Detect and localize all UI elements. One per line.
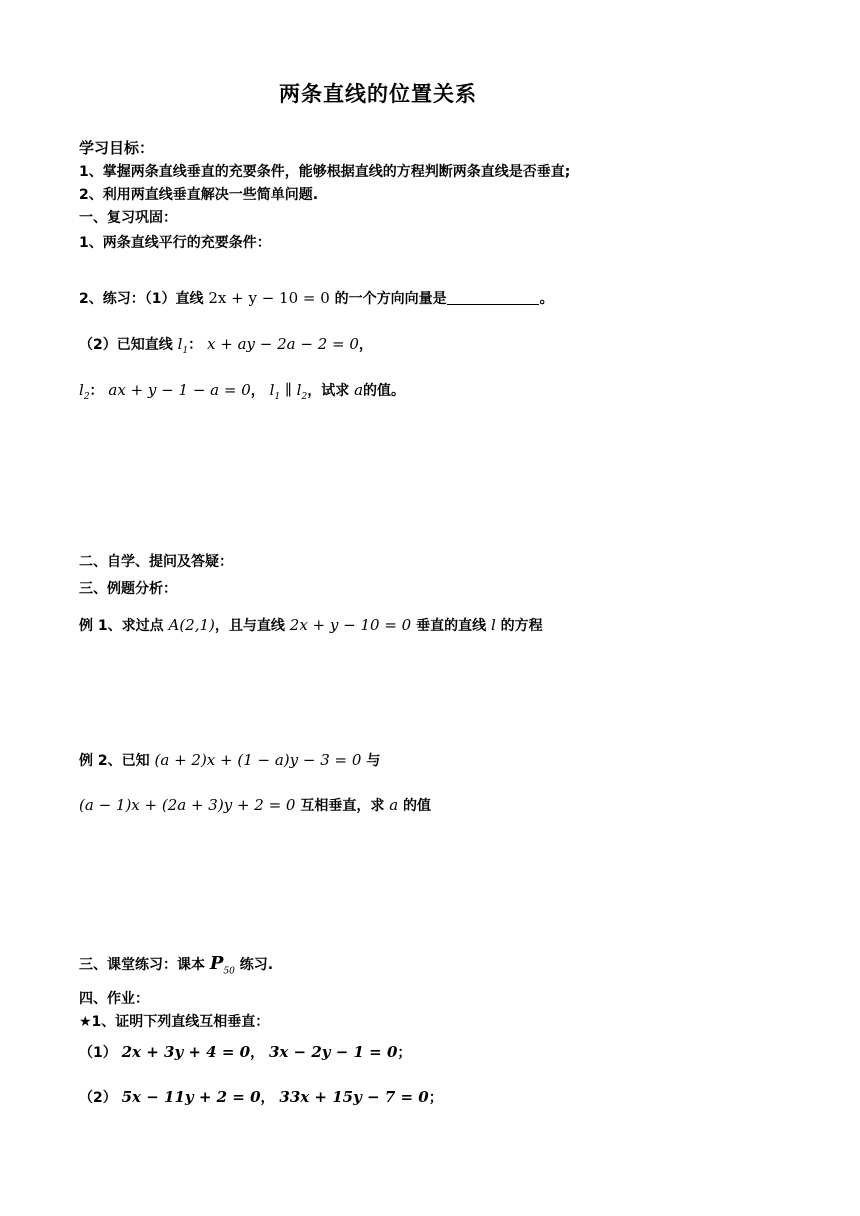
q2-suffix: 的一个方向向量是 bbox=[334, 291, 447, 307]
hw1-equation-2: 3x − 2y − 1 = 0 bbox=[268, 1043, 398, 1061]
hw2-equation-2: 33x + 15y − 7 = 0 bbox=[279, 1088, 429, 1106]
review-question-1: 1、两条直线平行的充要条件： bbox=[79, 235, 271, 251]
hw1-end: ； bbox=[397, 1045, 412, 1061]
ex2-prefix: 例 2、已知 bbox=[79, 753, 150, 769]
colon: ： bbox=[188, 337, 203, 353]
example-1 bbox=[79, 616, 543, 635]
textbook-page-ref: $P_{50}$ bbox=[209, 953, 235, 977]
q2-end: 。 bbox=[539, 291, 554, 307]
self-study-heading: 二、自学、提问及答疑： bbox=[79, 554, 233, 570]
hw2-separator: ， bbox=[260, 1090, 275, 1106]
homework-problem-1 bbox=[79, 1043, 411, 1062]
ex2-suffix-1: 互相垂直，求 bbox=[300, 798, 385, 814]
objective-item-1: 1、掌握两条直线垂直的充要条件，能够根据直线的方程判断两条直线是否垂直; bbox=[79, 164, 571, 180]
q2b-prefix: （2）已知直线 bbox=[79, 337, 173, 353]
q2b-suffix-1: ，试求 bbox=[307, 383, 350, 399]
ex1-prefix: 例 1、求过点 bbox=[79, 618, 164, 634]
answer-blank[interactable] bbox=[447, 290, 539, 305]
hw1-separator: ， bbox=[250, 1045, 265, 1061]
line-l1-equation: x + ay − 2a − 2 = 0 bbox=[207, 335, 359, 353]
ex1-mid: ，且与直线 bbox=[214, 618, 285, 634]
colon: ： bbox=[89, 383, 104, 399]
ex2-equation-1: (a + 2)x + (1 − a)y − 3 = 0 bbox=[154, 751, 362, 769]
class-practice bbox=[79, 953, 274, 977]
hw2-equation-1: 5x − 11y + 2 = 0 bbox=[121, 1088, 261, 1106]
homework-heading: 四、作业： bbox=[79, 991, 149, 1007]
hw1-equation-1: 2x + 3y + 4 = 0 bbox=[121, 1043, 251, 1061]
line-l2-symbol: $l_2$ bbox=[79, 381, 90, 402]
objectives-heading: 学习目标： bbox=[79, 139, 155, 157]
ex1-line-l: l bbox=[490, 616, 496, 634]
objective-item-2: 2、利用两直线垂直解决一些简单问题. bbox=[79, 187, 319, 203]
ex1-mid2: 垂直的直线 bbox=[416, 618, 487, 634]
ex2-suffix-2: 的值 bbox=[403, 798, 432, 814]
practice-suffix: 练习. bbox=[239, 957, 274, 973]
example-2-line1 bbox=[79, 751, 380, 770]
hw1-prefix: （1） bbox=[79, 1045, 117, 1061]
review-question-2 bbox=[79, 289, 554, 308]
ex2-mid: 与 bbox=[366, 753, 381, 769]
hw2-prefix: （2） bbox=[79, 1090, 117, 1106]
ex2-equation-2: (a − 1)x + (2a + 3)y + 2 = 0 bbox=[79, 796, 296, 814]
page-title: 两条直线的位置关系 bbox=[279, 82, 477, 106]
q2-equation: 2x + y − 10 = 0 bbox=[208, 289, 330, 307]
variable-a: a bbox=[354, 381, 364, 399]
review-heading: 一、复习巩固： bbox=[79, 210, 177, 226]
comma: ， bbox=[358, 337, 373, 353]
q2b-suffix-2: 的值。 bbox=[363, 383, 406, 399]
homework-item-1: ★1、证明下列直线互相垂直： bbox=[79, 1014, 270, 1030]
parallel-relation: $l_1$ ∥ $l_2$ bbox=[269, 381, 308, 402]
line-l1-symbol: $l_1$ bbox=[177, 335, 189, 356]
review-question-2b-line2 bbox=[79, 381, 405, 400]
ex1-suffix: 的方程 bbox=[500, 618, 543, 634]
practice-prefix: 三、课堂练习：课本 bbox=[79, 957, 205, 973]
ex1-point: A(2,1) bbox=[168, 616, 215, 634]
examples-heading: 三、例题分析： bbox=[79, 581, 177, 597]
ex1-equation: 2x + y − 10 = 0 bbox=[289, 616, 412, 634]
q2-prefix: 2、练习：（1）直线 bbox=[79, 291, 204, 307]
ex2-variable-a: a bbox=[389, 796, 399, 814]
homework-problem-2 bbox=[79, 1088, 443, 1107]
comma: ， bbox=[250, 383, 265, 399]
line-l2-equation: ax + y − 1 − a = 0 bbox=[108, 381, 251, 399]
hw2-end: ； bbox=[428, 1090, 443, 1106]
review-question-2b-line1 bbox=[79, 335, 373, 354]
example-2-line2 bbox=[79, 796, 431, 815]
